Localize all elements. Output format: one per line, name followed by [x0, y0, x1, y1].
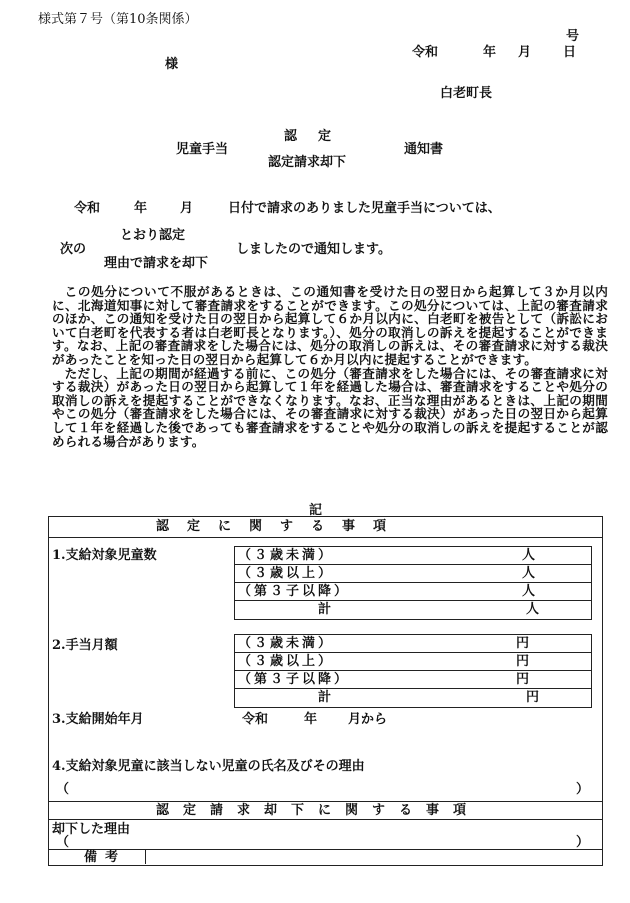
section2-header: 認定請求却下に関する事項	[156, 803, 481, 818]
item1-row-line	[234, 600, 591, 601]
body-line1-text: 日付で請求のありました児童手当については、	[228, 201, 501, 216]
item4-close-paren: ）	[576, 782, 590, 797]
date-month-label: 月	[518, 45, 532, 60]
item1-row-unit: 人	[522, 584, 536, 599]
item2-total-label: 計	[318, 690, 332, 705]
item2-row-line	[234, 670, 591, 671]
paragraph-2: ただし、上記の期間が経過する前に、この処分（審査請求をした場合には、その審査請求に対する裁決）があった日の翌日から起算して１年を経過した場合は、審査請求をすることや処分の取消しの訴えを提起することができなくなります。なお、正当な理由があるときは、上記の期間やこの処分（審査請求をした場合には、その審査請求に対する裁決）があった日の翌日から起算して１年を経過した後であっても審査請求をすることや処分の取消しの訴えを提起することが認められる場合があります。	[52, 365, 608, 449]
title-lower: 認定請求却下	[268, 155, 347, 170]
item1-row-label: （３歳以上）	[238, 566, 335, 581]
item2-row-line	[234, 652, 591, 653]
item1-row-line	[234, 582, 591, 583]
item1-row-unit: 人	[522, 566, 536, 581]
title-left: 児童手当	[176, 142, 229, 157]
item1-row-unit: 人	[522, 548, 536, 563]
item2-row-unit: 円	[516, 654, 530, 669]
body-era: 令和	[74, 201, 101, 216]
body-month: 月	[180, 201, 194, 216]
item2-total-unit: 円	[526, 690, 540, 705]
remarks-label: 備考	[84, 850, 127, 865]
title-upper: 認 定	[284, 129, 336, 144]
body-year: 年	[134, 201, 148, 216]
item4-open-paren: （	[56, 782, 70, 797]
form-number: 様式第７号（第10条関係）	[38, 12, 198, 27]
item1-row-line	[234, 564, 591, 565]
item4-label: 4.支給対象児童に該当しない児童の氏名及びその理由	[52, 759, 365, 774]
item2-label: 2.手当月額	[52, 638, 118, 653]
choice-lower: 理由で請求を却下	[104, 256, 209, 271]
item2-row-label: （第３子以降）	[238, 672, 351, 687]
line2-left: 次の	[60, 242, 87, 257]
item3-era: 令和	[242, 712, 269, 727]
item1-row-label: （３歳未満）	[238, 548, 335, 563]
paragraph-1: この処分について不服があるときは、この通知書を受けた日の翌日から起算して３か月以内に、北海道知事に対して審査請求をすることができます。この処分については、上記の審査請求のほか、この通知を受けた日の翌日から起算して６か月以内に、白老町を被告として（訴訟において白老町を代表する者は白老町長となります。）、処分の取消しの訴えを提起することができます。なお、上記の審査請求をした場合には、処分の取消しの訴えは、その審査請求に対する裁決があったことを知った日の翌日から起算して６か月以内に提起することができます。	[52, 284, 608, 367]
item2-row-unit: 円	[516, 636, 530, 651]
reject-close-paren: ）	[576, 835, 590, 850]
number-label: 号	[566, 29, 580, 44]
reject-open-paren: （	[56, 835, 70, 850]
remarks-divider	[48, 849, 602, 850]
section1-divider	[48, 537, 602, 538]
item1-label: 1.支給対象児童数	[52, 548, 157, 563]
reject-reason-label: 却下した理由	[52, 822, 131, 837]
line2-right: しましたので通知します。	[236, 242, 391, 257]
date-year-label: 年	[483, 45, 497, 60]
issuer: 白老町長	[440, 86, 493, 101]
item2-row-line	[234, 688, 591, 689]
item2-row-unit: 円	[516, 672, 530, 687]
item1-total-unit: 人	[526, 602, 540, 617]
section2-top-divider	[48, 801, 602, 802]
ki-label: 記	[309, 503, 323, 518]
item1-row-label: （第３子以降）	[238, 584, 351, 599]
item1-total-label: 計	[318, 602, 332, 617]
item2-row-label: （３歳未満）	[238, 636, 335, 651]
date-day-label: 日	[563, 45, 577, 60]
date-era: 令和	[412, 45, 439, 60]
remarks-cell-divider	[145, 849, 146, 864]
section2-bottom-divider	[48, 819, 602, 820]
choice-upper: とおり認定	[120, 228, 186, 243]
title-right: 通知書	[404, 142, 444, 157]
addressee-suffix: 様	[165, 57, 179, 72]
item3-month: 月から	[348, 712, 388, 727]
notice-paragraphs	[52, 285, 608, 448]
item2-row-label: （３歳以上）	[238, 654, 335, 669]
section1-header: 認定に関する事項	[156, 519, 405, 534]
item3-label: 3.支給開始年月	[52, 712, 144, 727]
item3-year: 年	[304, 712, 318, 727]
